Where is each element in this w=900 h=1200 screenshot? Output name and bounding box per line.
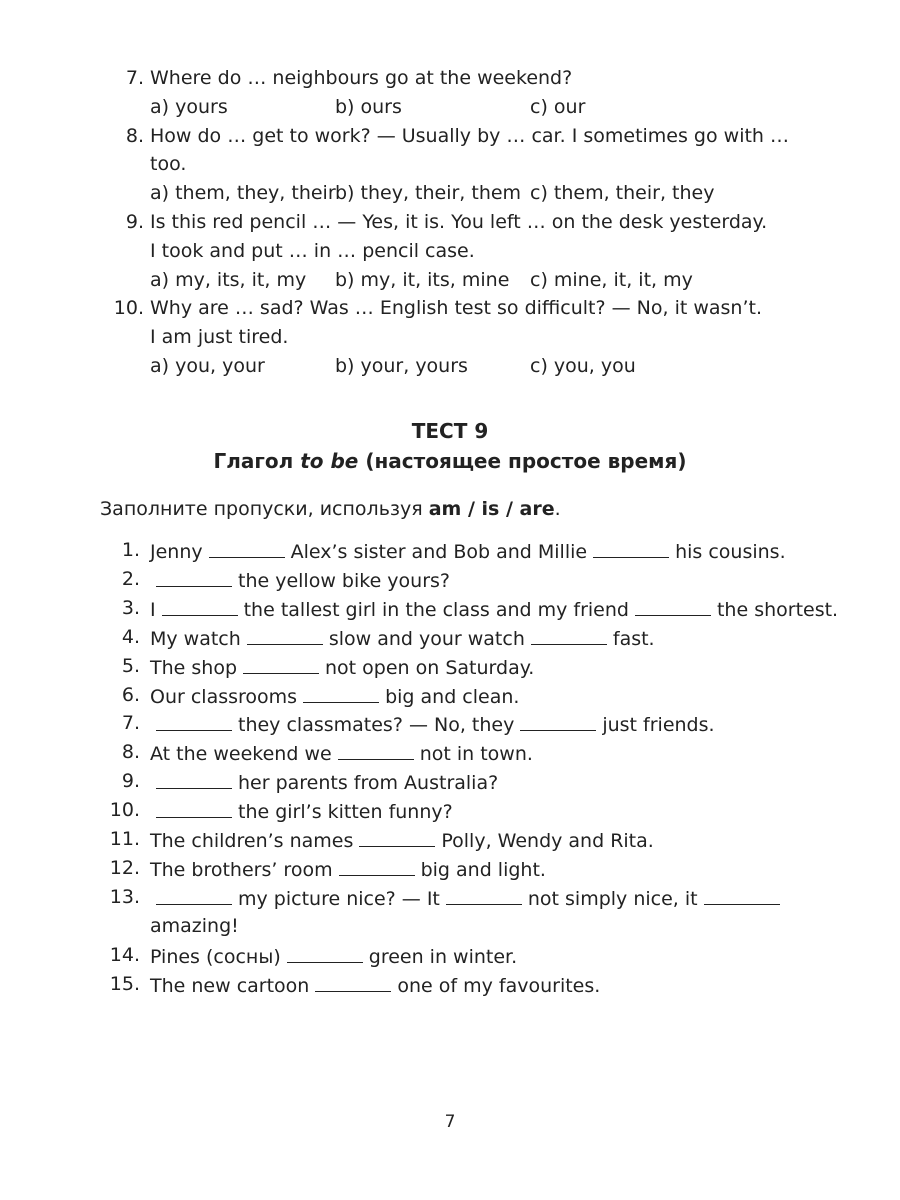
item-text: At the weekend we xyxy=(150,743,332,766)
item-text: big and light. xyxy=(420,858,546,881)
answer-blank[interactable] xyxy=(247,625,323,645)
item-number: 6. xyxy=(121,683,140,706)
item-text: The shop xyxy=(150,656,238,679)
answer-option: b) your, yours xyxy=(335,355,468,377)
answer-option: a) them, they, their xyxy=(150,182,336,205)
question-text: Is this red pencil … — Yes, it is. You left … on the desk yesterday. xyxy=(150,211,768,233)
question-number: 9. xyxy=(125,211,144,233)
item-number: 12. xyxy=(109,856,140,879)
answer-option: c) you, you xyxy=(530,355,636,377)
answer-blank[interactable] xyxy=(156,769,232,789)
item-text: not open on Saturday. xyxy=(325,656,535,679)
answer-option: a) my, its, it, my xyxy=(150,268,307,291)
item-text: The new cartoon xyxy=(150,974,310,997)
answer-option: b) my, it, its, mine xyxy=(335,268,510,291)
answer-option: a) you, your xyxy=(150,355,265,377)
exercise-item xyxy=(150,972,600,998)
exercise-item xyxy=(150,856,546,882)
question-number: 7. xyxy=(125,67,144,89)
exercise-item xyxy=(150,683,519,709)
page-number: 7 xyxy=(444,1112,456,1132)
answer-blank[interactable] xyxy=(156,567,232,587)
instruction xyxy=(100,497,561,521)
item-number: 2. xyxy=(121,567,140,590)
exercise-item xyxy=(150,711,715,737)
exercise-item xyxy=(150,798,453,824)
answer-option: c) them, their, they xyxy=(530,182,715,205)
answer-option: c) our xyxy=(530,95,586,118)
item-text: fast. xyxy=(612,627,655,650)
exercise-item xyxy=(150,567,450,593)
answer-blank[interactable] xyxy=(359,827,435,847)
item-text: not in town. xyxy=(419,743,533,766)
item-number: 8. xyxy=(121,741,140,764)
exercise-item xyxy=(150,885,786,911)
item-number: 14. xyxy=(109,943,140,966)
question-text: How do … get to work? — Usually by … car. I sometimes go with … xyxy=(150,124,790,147)
item-text: the yellow bike yours? xyxy=(238,569,451,592)
answer-blank[interactable] xyxy=(156,711,232,731)
item-text: the girl’s kitten funny? xyxy=(238,801,453,824)
item-text: I xyxy=(150,598,156,621)
instruction-pre: Заполните пропуски, используя xyxy=(100,498,429,520)
answer-blank[interactable] xyxy=(635,596,711,616)
item-text: big and clean. xyxy=(385,685,520,708)
item-text: her parents from Australia? xyxy=(238,772,499,795)
item-text: his cousins. xyxy=(675,541,786,563)
item-number: 1. xyxy=(121,539,140,561)
answer-blank[interactable] xyxy=(446,885,522,905)
item-text: Alex’s sister and Bob and Millie xyxy=(290,541,588,563)
question-text: too. xyxy=(150,153,187,176)
exercise-item xyxy=(150,625,655,651)
item-text: My watch xyxy=(150,627,241,650)
answer-blank[interactable] xyxy=(520,711,596,731)
subtitle-pre: Глагол xyxy=(213,449,301,473)
item-number: 15. xyxy=(109,972,140,995)
test-subtitle xyxy=(0,448,900,474)
item-number: 13. xyxy=(109,885,140,908)
answer-blank[interactable] xyxy=(593,538,669,558)
subtitle-italic: to be xyxy=(300,449,359,473)
item-text: not simply nice, it xyxy=(527,887,698,910)
item-text: the tallest girl in the class and my friend xyxy=(243,598,629,621)
answer-blank[interactable] xyxy=(339,856,415,876)
exercise-item xyxy=(150,943,517,969)
question-number: 10. xyxy=(113,297,144,320)
item-text: The children’s names xyxy=(150,830,354,852)
exercise-item xyxy=(150,740,533,766)
answer-blank[interactable] xyxy=(156,885,232,905)
exercise-item xyxy=(150,596,838,622)
answer-option: c) mine, it, it, my xyxy=(530,268,693,291)
item-continuation: amazing! xyxy=(150,914,239,937)
question-text: I took and put … in … pencil case. xyxy=(150,239,475,262)
answer-blank[interactable] xyxy=(315,972,391,992)
item-text: Jenny xyxy=(150,541,203,563)
question-text: Why are … sad? Was … English test so difficult? — No, it wasn’t. xyxy=(150,297,762,320)
item-text: The brothers’ room xyxy=(150,858,333,881)
exercise-item xyxy=(150,654,534,680)
item-text: green in winter. xyxy=(368,945,518,968)
item-text: one of my favourites. xyxy=(397,974,601,997)
question-number: 8. xyxy=(125,124,144,147)
answer-blank[interactable] xyxy=(243,654,319,674)
item-text: Pines (сосны) xyxy=(150,945,281,968)
answer-option: a) yours xyxy=(150,95,228,118)
item-number: 3. xyxy=(121,596,140,619)
exercise-item xyxy=(150,769,498,795)
item-text: Polly, Wendy and Rita. xyxy=(441,830,654,852)
answer-blank[interactable] xyxy=(156,798,232,818)
exercise-item xyxy=(150,538,786,564)
answer-blank[interactable] xyxy=(287,943,363,963)
question-text: Where do … neighbours go at the weekend? xyxy=(150,67,573,89)
item-number: 7. xyxy=(121,712,140,735)
subtitle-post: (настоящее простое время) xyxy=(358,449,687,473)
item-text: the shortest. xyxy=(716,598,839,621)
item-text: my picture nice? — It xyxy=(238,887,440,910)
item-number: 9. xyxy=(121,770,140,793)
item-text: Our classrooms xyxy=(150,685,298,708)
item-number: 11. xyxy=(109,828,140,850)
item-number: 5. xyxy=(121,654,140,677)
answer-blank[interactable] xyxy=(531,625,607,645)
item-text: they classmates? — No, they xyxy=(238,714,515,737)
instruction-bold: am / is / are xyxy=(428,498,555,520)
answer-blank[interactable] xyxy=(162,596,238,616)
answer-option: b) they, their, them xyxy=(335,182,522,205)
question-text: I am just tired. xyxy=(150,326,289,349)
answer-blank[interactable] xyxy=(209,538,285,558)
test-title: ТЕСТ 9 xyxy=(411,419,489,443)
answer-blank[interactable] xyxy=(704,885,780,905)
item-number: 10. xyxy=(109,799,140,822)
answer-option: b) ours xyxy=(335,95,402,118)
answer-blank[interactable] xyxy=(303,683,379,703)
exercise-item xyxy=(150,827,654,853)
item-number: 4. xyxy=(121,625,140,648)
item-text: slow and your watch xyxy=(328,627,525,650)
answer-blank[interactable] xyxy=(338,740,414,760)
instruction-post: . xyxy=(554,498,561,520)
item-text: just friends. xyxy=(602,714,715,737)
